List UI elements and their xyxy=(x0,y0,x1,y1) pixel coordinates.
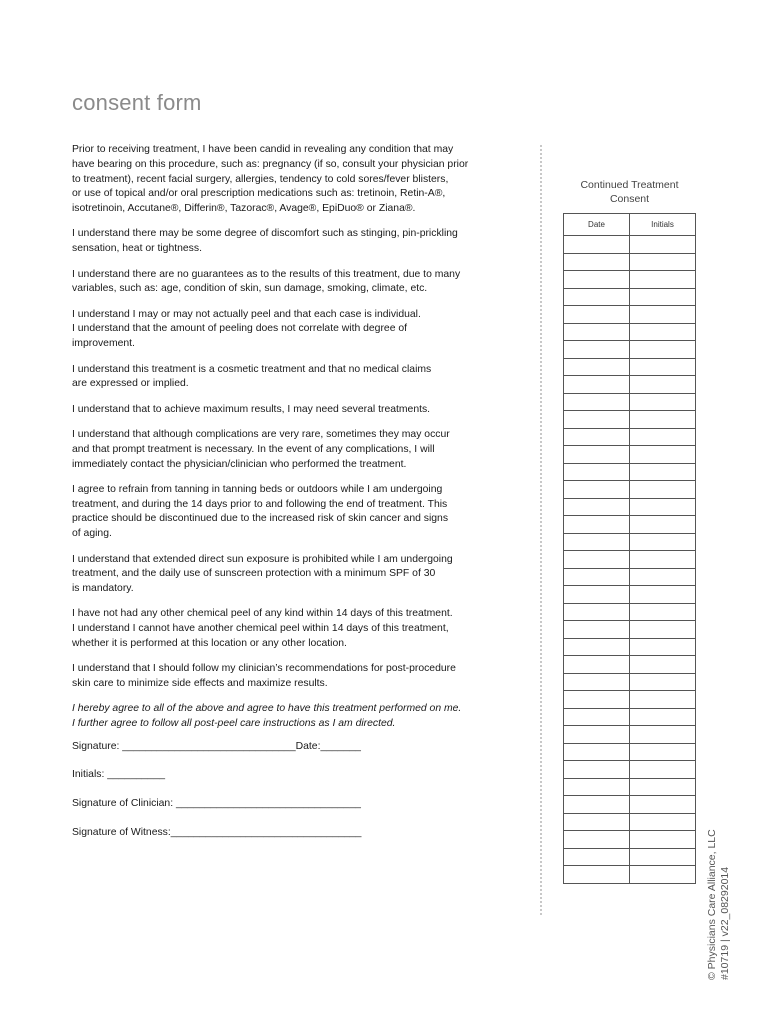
treatment-log-row xyxy=(564,516,696,534)
treatment-log-row xyxy=(564,411,696,429)
initials-field[interactable]: Initials: __________ xyxy=(72,769,166,780)
date-cell[interactable] xyxy=(564,708,630,726)
paragraph-other-peel: I have not had any other chemical peel of any kind within 14 days of this treatment. I understand I cannot have another chemical peel within 14 days of this treatment, whether it is performed at this location or any other location. xyxy=(72,608,453,650)
treatment-log-row xyxy=(564,463,696,481)
treatment-log-row xyxy=(564,638,696,656)
date-cell[interactable] xyxy=(564,463,630,481)
treatment-log-row xyxy=(564,656,696,674)
initials-cell[interactable] xyxy=(630,743,696,761)
date-cell[interactable] xyxy=(564,306,630,324)
date-cell[interactable] xyxy=(564,866,630,884)
dotted-divider xyxy=(540,145,542,915)
initials-cell[interactable] xyxy=(630,463,696,481)
treatment-log-row xyxy=(564,393,696,411)
date-cell[interactable] xyxy=(564,393,630,411)
date-cell[interactable] xyxy=(564,376,630,394)
treatment-log-row xyxy=(564,446,696,464)
initials-cell[interactable] xyxy=(630,428,696,446)
treatment-log-row xyxy=(564,813,696,831)
date-cell[interactable] xyxy=(564,411,630,429)
consent-body xyxy=(72,143,522,743)
date-cell[interactable] xyxy=(564,656,630,674)
initials-cell[interactable] xyxy=(630,621,696,639)
treatment-log-row xyxy=(564,726,696,744)
treatment-log-row xyxy=(564,848,696,866)
initials-cell[interactable] xyxy=(630,551,696,569)
initials-cell[interactable] xyxy=(630,236,696,254)
date-cell[interactable] xyxy=(564,743,630,761)
treatment-log-row xyxy=(564,761,696,779)
form-version-text: #10719 | v22_08292014 xyxy=(719,866,731,980)
treatment-log-row xyxy=(564,288,696,306)
date-cell[interactable] xyxy=(564,288,630,306)
initials-cell[interactable] xyxy=(630,673,696,691)
paragraph-no-guarantees: I understand there are no guarantees as to the results of this treatment, due to many variables, such as: age, condition of skin, sun damage, smoking, climate, etc. xyxy=(72,268,461,295)
paragraph-several-treatments: I understand that to achieve maximum results, I may need several treatments. xyxy=(72,403,431,415)
initials-cell[interactable] xyxy=(630,848,696,866)
date-cell[interactable] xyxy=(564,761,630,779)
date-cell[interactable] xyxy=(564,673,630,691)
initials-cell[interactable] xyxy=(630,411,696,429)
treatment-log-row xyxy=(564,481,696,499)
treatment-log-row xyxy=(564,586,696,604)
date-cell[interactable] xyxy=(564,253,630,271)
date-cell[interactable] xyxy=(564,831,630,849)
paragraph-peeling: I understand I may or may not actually peel and that each case is individual. I understand that the amount of peeling does not correlate with degree of improvement. xyxy=(72,308,421,350)
clinician-signature-field[interactable]: Signature of Clinician: ________________________________ xyxy=(72,798,361,809)
treatment-log-row xyxy=(564,533,696,551)
initials-cell[interactable] xyxy=(630,358,696,376)
initials-cell[interactable] xyxy=(630,516,696,534)
treatment-log-row xyxy=(564,831,696,849)
signature-date-field[interactable]: Signature: ______________________________Date:_______ xyxy=(72,741,361,752)
treatment-log-body xyxy=(564,236,696,884)
initials-cell[interactable] xyxy=(630,796,696,814)
treatment-log-row xyxy=(564,743,696,761)
date-cell[interactable] xyxy=(564,498,630,516)
treatment-log-row xyxy=(564,236,696,254)
paragraph-complications: I understand that although complications are very rare, sometimes they may occur and that prompt treatment is necessary. In the event of any complications, I will immediately contact the physician/clinician who performed the treatment. xyxy=(72,428,450,470)
paragraph-cosmetic: I understand this treatment is a cosmetic treatment and that no medical claims are expressed or implied. xyxy=(72,363,432,390)
initials-cell[interactable] xyxy=(630,568,696,586)
date-cell[interactable] xyxy=(564,323,630,341)
treatment-log-row xyxy=(564,428,696,446)
treatment-log-row xyxy=(564,306,696,324)
initials-cell[interactable] xyxy=(630,866,696,884)
initials-cell[interactable] xyxy=(630,446,696,464)
initials-cell[interactable] xyxy=(630,726,696,744)
initials-cell[interactable] xyxy=(630,341,696,359)
treatment-log-row xyxy=(564,568,696,586)
witness-signature-field[interactable]: Signature of Witness:_________________________________ xyxy=(72,827,362,838)
date-column-header: Date xyxy=(564,214,630,236)
treatment-log-row xyxy=(564,358,696,376)
treatment-log-row xyxy=(564,253,696,271)
treatment-log-table xyxy=(563,213,696,884)
paragraph-tanning: I agree to refrain from tanning in tanning beds or outdoors while I am undergoing treatment, and during the 14 days prior to and following the end of treatment. This practice should be discontinued due to the increased risk of skin cancer and signs of aging. xyxy=(72,483,449,540)
paragraph-discomfort: I understand there may be some degree of discomfort such as stinging, pin-prickling sensation, heat or tightness. xyxy=(72,228,458,255)
date-cell[interactable] xyxy=(564,603,630,621)
date-cell[interactable] xyxy=(564,621,630,639)
initials-cell[interactable] xyxy=(630,271,696,289)
initials-cell[interactable] xyxy=(630,253,696,271)
date-cell[interactable] xyxy=(564,726,630,744)
initials-cell[interactable] xyxy=(630,323,696,341)
date-cell[interactable] xyxy=(564,236,630,254)
date-cell[interactable] xyxy=(564,691,630,709)
initials-cell[interactable] xyxy=(630,778,696,796)
treatment-log-row xyxy=(564,778,696,796)
copyright-text: © Physicians Care Alliance, LLC xyxy=(706,829,718,980)
treatment-log-row xyxy=(564,621,696,639)
date-cell[interactable] xyxy=(564,358,630,376)
initials-cell[interactable] xyxy=(630,691,696,709)
paragraph-prior-conditions: Prior to receiving treatment, I have been candid in revealing any condition that may have bearing on this procedure, such as: pregnancy (if so, consult your physician prior to treatment), recent facial surgery, allergies, tendency to cold sores/fever blisters, or use of topical and/or oral prescription medications such as: tretinoin, Retin-A®, isotretinoin, Accutane®, Differin®, Tazorac®, Avage®, EpiDuo® or Ziana®. xyxy=(72,144,469,215)
date-cell[interactable] xyxy=(564,428,630,446)
date-cell[interactable] xyxy=(564,551,630,569)
paragraph-sun-exposure: I understand that extended direct sun exposure is prohibited while I am undergoing treatment, and the daily use of sunscreen protection with a minimum SPF of 30 is mandatory. xyxy=(72,553,453,595)
treatment-log-row xyxy=(564,866,696,884)
initials-cell[interactable] xyxy=(630,813,696,831)
date-cell[interactable] xyxy=(564,446,630,464)
initials-cell[interactable] xyxy=(630,761,696,779)
date-cell[interactable] xyxy=(564,568,630,586)
treatment-log-row xyxy=(564,551,696,569)
initials-cell[interactable] xyxy=(630,603,696,621)
treatment-log-row xyxy=(564,691,696,709)
date-cell[interactable] xyxy=(564,813,630,831)
treatment-log-row xyxy=(564,708,696,726)
treatment-log-row xyxy=(564,323,696,341)
initials-cell[interactable] xyxy=(630,481,696,499)
date-cell[interactable] xyxy=(564,271,630,289)
initials-cell[interactable] xyxy=(630,393,696,411)
initials-cell[interactable] xyxy=(630,586,696,604)
continued-consent-title: Continued Treatment Consent xyxy=(580,179,679,205)
initials-cell[interactable] xyxy=(630,376,696,394)
initials-cell[interactable] xyxy=(630,288,696,306)
treatment-log-row xyxy=(564,796,696,814)
treatment-log-row xyxy=(564,271,696,289)
paragraph-post-care: I understand that I should follow my clinician’s recommendations for post-procedure skin care to minimize side effects and maximize results. xyxy=(72,663,456,690)
initials-cell[interactable] xyxy=(630,708,696,726)
agreement-statement: I hereby agree to all of the above and agree to have this treatment performed on me. I further agree to follow all post-peel care instructions as I am directed. xyxy=(72,703,462,730)
initials-cell[interactable] xyxy=(630,831,696,849)
initials-cell[interactable] xyxy=(630,656,696,674)
treatment-log-row xyxy=(564,673,696,691)
date-cell[interactable] xyxy=(564,586,630,604)
initials-cell[interactable] xyxy=(630,533,696,551)
date-cell[interactable] xyxy=(564,638,630,656)
footer-copyright xyxy=(706,829,732,980)
date-cell[interactable] xyxy=(564,848,630,866)
date-cell[interactable] xyxy=(564,778,630,796)
page-title: consent form xyxy=(72,90,202,115)
treatment-log-row xyxy=(564,341,696,359)
initials-cell[interactable] xyxy=(630,498,696,516)
initials-cell[interactable] xyxy=(630,638,696,656)
treatment-log-row xyxy=(564,498,696,516)
treatment-log-row xyxy=(564,603,696,621)
initials-cell[interactable] xyxy=(630,306,696,324)
treatment-log-header xyxy=(564,214,696,236)
date-cell[interactable] xyxy=(564,533,630,551)
date-cell[interactable] xyxy=(564,516,630,534)
initials-column-header: Initials xyxy=(630,214,696,236)
date-cell[interactable] xyxy=(564,341,630,359)
date-cell[interactable] xyxy=(564,481,630,499)
date-cell[interactable] xyxy=(564,796,630,814)
treatment-log-row xyxy=(564,376,696,394)
